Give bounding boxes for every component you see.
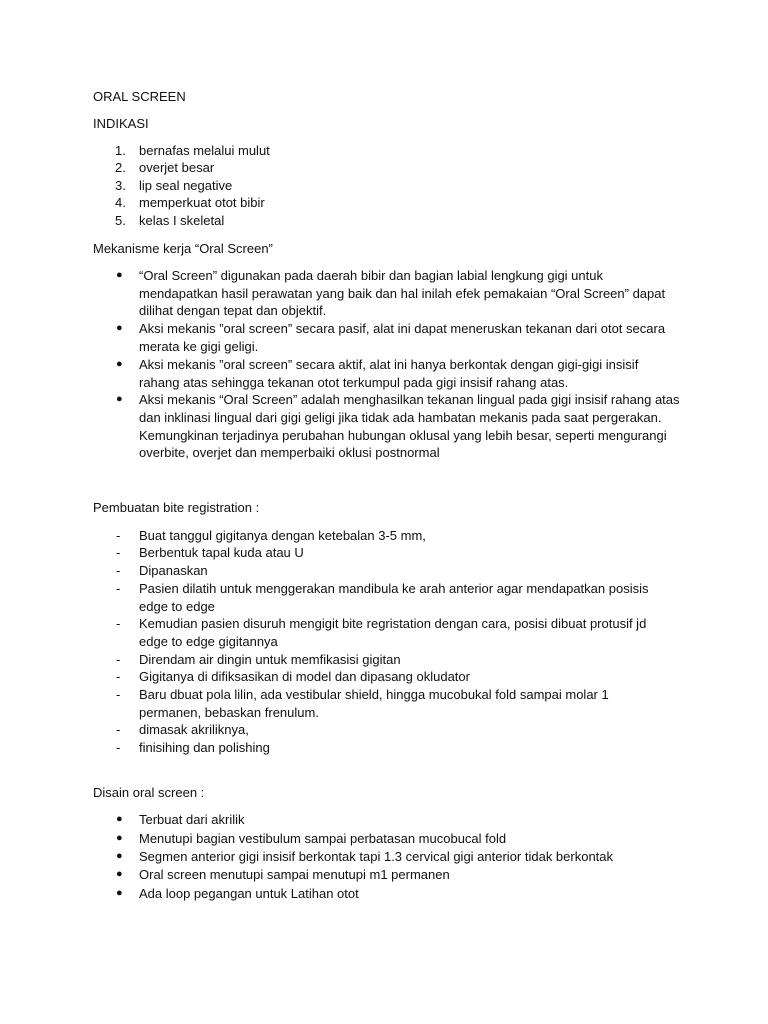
list-item-line: dilihat dengan tepat dan objektif. <box>139 303 327 318</box>
list-item-line: permanen, bebaskan frenulum. <box>139 705 319 720</box>
list-item-line: “Oral Screen” digunakan pada daerah bibir dan bagian labial lengkung gigi untuk <box>139 268 603 283</box>
list-item: bernafas melalui mulut <box>139 143 270 158</box>
list-item-line: edge to edge <box>139 599 215 614</box>
dash-marker: - <box>116 581 121 596</box>
list-item: Terbuat dari akrilik <box>139 812 245 827</box>
list-item: Menutupi bagian vestibulum sampai perbatasan mucobucal fold <box>139 831 507 846</box>
list-item-line: Aksi mekanis ”oral screen” secara aktif, alat ini hanya berkontak dengan gigi-gigi insisif <box>139 357 639 372</box>
list-item-line: Kemungkinan terjadinya perubahan hubungan oklusal yang lebih besar, seperti mengurangi <box>139 428 667 443</box>
list-item-line: overbite, overjet dan memperbaiki oklusi postnormal <box>139 445 440 460</box>
list-item-line: Direndam air dingin untuk memfikasisi gigitan <box>139 652 401 667</box>
list-item-line: Gigitanya di difiksasikan di model dan dipasang okludator <box>139 669 470 684</box>
dash-marker: - <box>116 563 121 578</box>
list-item-line: Pasien dilatih untuk menggerakan mandibula ke arah anterior agar mendapatkan posisis <box>139 581 649 596</box>
list-item-line: Aksi mekanis ”oral screen” secara pasif, alat ini dapat meneruskan tekanan dari otot secara <box>139 321 666 336</box>
disain-heading: Disain oral screen : <box>93 785 205 800</box>
bullet-icon: ● <box>116 358 123 370</box>
list-item: Ada loop pegangan untuk Latihan otot <box>139 886 359 901</box>
list-item: lip seal negative <box>139 178 233 193</box>
list-item-line: mendapatkan hasil perawatan yang baik dan hal inilah efek pemakaian “Oral Screen” dapat <box>139 286 666 301</box>
list-item-line: Baru dbuat pola lilin, ada vestibular shield, hingga mucobukal fold sampai molar 1 <box>139 687 609 702</box>
list-item-line: Berbentuk tapal kuda atau U <box>139 545 304 560</box>
dash-marker: - <box>116 722 121 737</box>
dash-marker: - <box>116 616 121 631</box>
list-item-line: merata ke gigi geligi. <box>139 339 259 354</box>
list-item-line: Buat tanggul gigitanya dengan ketebalan 3-5 mm, <box>139 528 426 543</box>
bullet-icon: ● <box>116 269 123 281</box>
list-item-line: Dipanaskan <box>139 563 208 578</box>
list-item: Oral screen menutupi sampai menutupi m1 permanen <box>139 867 450 882</box>
list-item-line: Kemudian pasien disuruh mengigit bite regristation dengan cara, posisi dibuat protusif jd <box>139 616 647 631</box>
list-number: 3. <box>115 178 126 193</box>
list-number: 4. <box>115 195 126 210</box>
list-item: Segmen anterior gigi insisif berkontak tapi 1.3 cervical gigi anterior tidak berkontak <box>139 849 614 864</box>
list-item-line: dimasak akriliknya, <box>139 722 249 737</box>
list-item-line: finisihing dan polishing <box>139 740 270 755</box>
list-item: overjet besar <box>139 160 215 175</box>
dash-marker: - <box>116 687 121 702</box>
pembuatan-heading: Pembuatan bite registration : <box>93 500 260 515</box>
dash-marker: - <box>116 528 121 543</box>
bullet-icon: ● <box>116 850 123 862</box>
list-item: kelas I skeletal <box>139 213 225 228</box>
dash-marker: - <box>116 545 121 560</box>
dash-marker: - <box>116 669 121 684</box>
mekanisme-heading: Mekanisme kerja “Oral Screen” <box>93 241 273 256</box>
dash-marker: - <box>116 652 121 667</box>
list-item-line: dan inklinasi lingual dari gigi geligi jika tidak ada hambatan mekanis pada saat pergerakan. <box>139 410 662 425</box>
bullet-icon: ● <box>116 832 123 844</box>
list-item-line: Aksi mekanis “Oral Screen” adalah menghasilkan tekanan lingual pada gigi insisif rahang atas <box>139 392 680 407</box>
document-title: ORAL SCREEN <box>93 89 186 104</box>
list-number: 2. <box>115 160 126 175</box>
list-number: 5. <box>115 213 126 228</box>
list-item-line: edge to edge gigitannya <box>139 634 278 649</box>
dash-marker: - <box>116 740 121 755</box>
bullet-icon: ● <box>116 322 123 334</box>
bullet-icon: ● <box>116 868 123 880</box>
bullet-icon: ● <box>116 813 123 825</box>
indikasi-heading: INDIKASI <box>93 116 149 131</box>
list-item-line: rahang atas sehingga tekanan otot terkumpul pada gigi insisif rahang atas. <box>139 375 569 390</box>
list-item: memperkuat otot bibir <box>139 195 265 210</box>
bullet-icon: ● <box>116 393 123 405</box>
bullet-icon: ● <box>116 887 123 899</box>
list-number: 1. <box>115 143 126 158</box>
